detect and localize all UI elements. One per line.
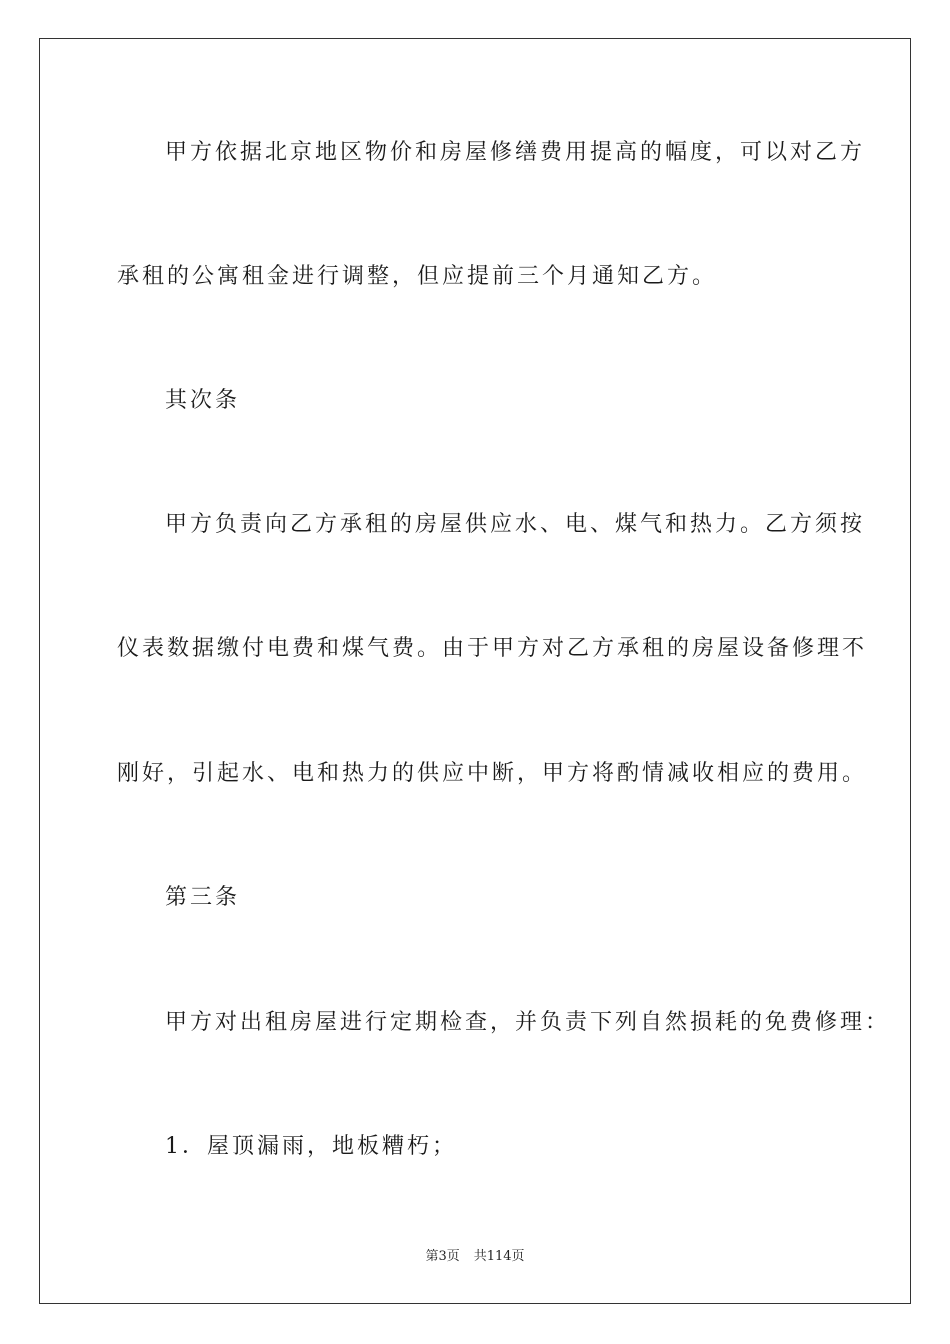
paragraph-line: 承租的公寓租金进行调整，但应提前三个月通知乙方。 bbox=[117, 264, 718, 289]
paragraph-line: 甲方对出租房屋进行定期检查，并负责下列自然损耗的免费修理： bbox=[165, 1010, 891, 1035]
paragraph-line: 刚好，引起水、电和热力的供应中断，甲方将酌情减收相应的费用。 bbox=[117, 761, 868, 786]
section-heading: 其次条 bbox=[165, 388, 241, 413]
page-frame bbox=[39, 38, 911, 1304]
paragraph-line: 仪表数据缴付电费和煤气费。由于甲方对乙方承租的房屋设备修理不 bbox=[117, 636, 868, 661]
page-number: 第3页 bbox=[425, 1249, 460, 1264]
paragraph-line: 甲方负责向乙方承租的房屋供应水、电、煤气和热力。乙方须按 bbox=[165, 512, 866, 537]
paragraph-line: 甲方依据北京地区物价和房屋修缮费用提高的幅度，可以对乙方 bbox=[165, 140, 866, 165]
section-heading: 第三条 bbox=[165, 885, 241, 910]
page-footer bbox=[0, 1248, 950, 1266]
page-total: 共114页 bbox=[473, 1249, 525, 1264]
list-item: 1．屋顶漏雨，地板糟朽； bbox=[165, 1134, 457, 1159]
